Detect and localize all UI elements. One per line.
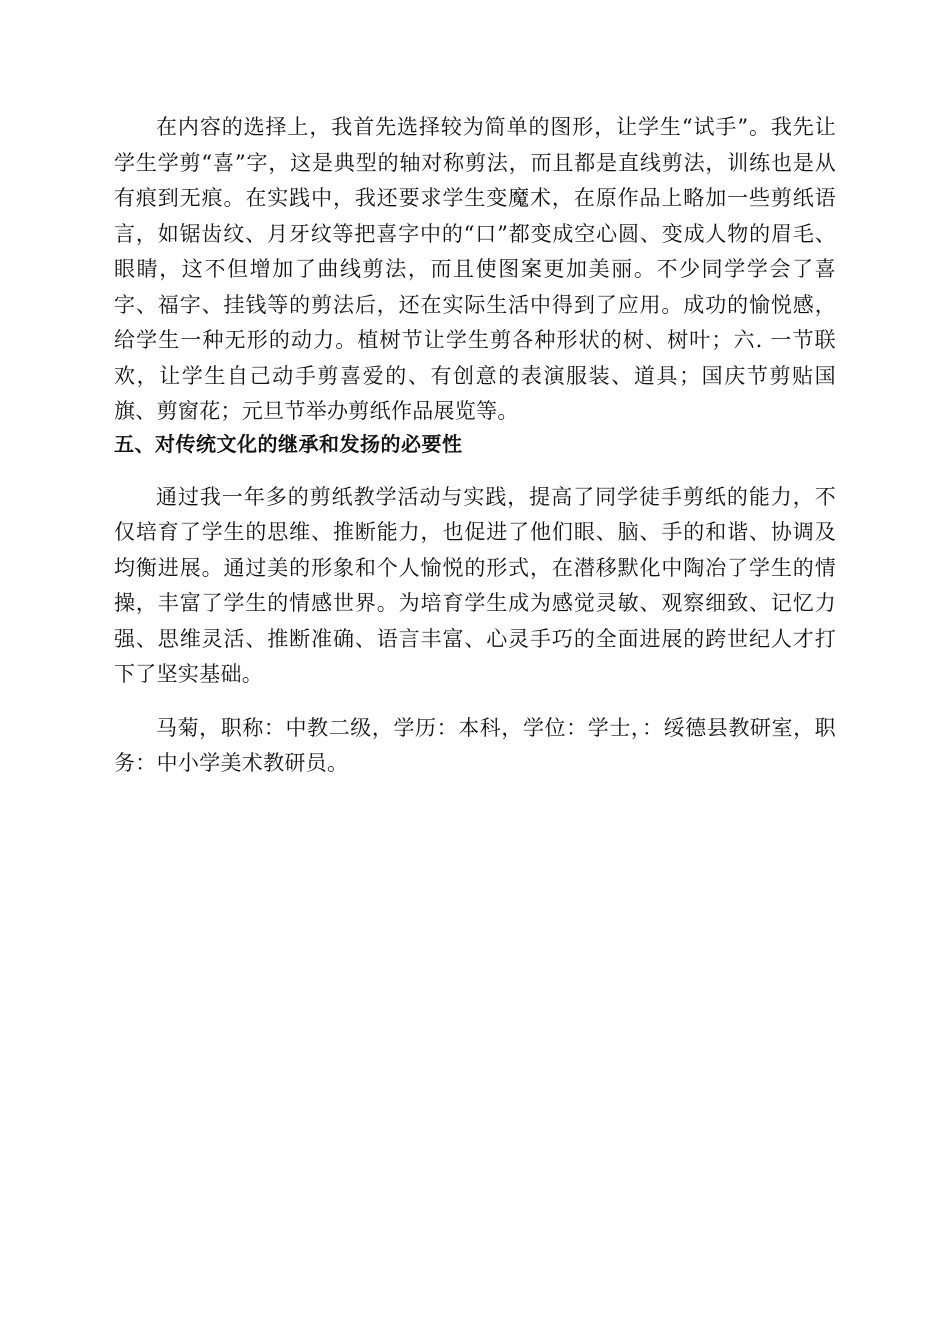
section-heading: 五、对传统文化的继承和发扬的必要性 [114,431,463,456]
author-info: 马菊，职称：中教二级，学历：本科，学位：学士，：绥德县教研室，职务：中小学美术教研员。 [114,715,836,775]
paragraph-conclusion: 通过我一年多的剪纸教学活动与实践，提高了同学徒手剪纸的能力，不仅培育了学生的思维、推断能力，也促进了他们眼、脑、手的和谐、协调及均衡进展。通过美的形象和个人愉悦的形式，在潜移默化中陶冶了学生的情操，丰富了学生的情感世界。为培育学生成为感觉灵敏、观察细致、记忆力强、思维灵活、推断准确、语言丰富、心灵手巧的全面进展的跨世纪人才打下了坚实基础。 [114,484,836,686]
paragraph-content-selection: 在内容的选择上，我首先选择较为简单的图形，让学生“试手”。我先让学生学剪“喜”字，这是典型的轴对称剪法，而且都是直线剪法，训练也是从有痕到无痕。在实践中，我还要求学生变魔术，在原作品上略加一些剪纸语言，如锯齿纹、月牙纹等把喜字中的“口”都变成空心圆、变成人物的眉毛、眼睛，这不但增加了曲线剪法，而且使图案更加美丽。不少同学学会了喜字、福字、挂钱等的剪法后，还在实际生活中得到了应用。成功的愉悦感，给学生一种无形的动力。植树节让学生剪各种形状的树、树叶；六. 一节联欢，让学生自己动手剪喜爱的、有创意的表演服装、道具；国庆节剪贴国旗、剪窗花；元旦节举办剪纸作品展览等。 [114,115,836,423]
document-body [114,110,836,782]
